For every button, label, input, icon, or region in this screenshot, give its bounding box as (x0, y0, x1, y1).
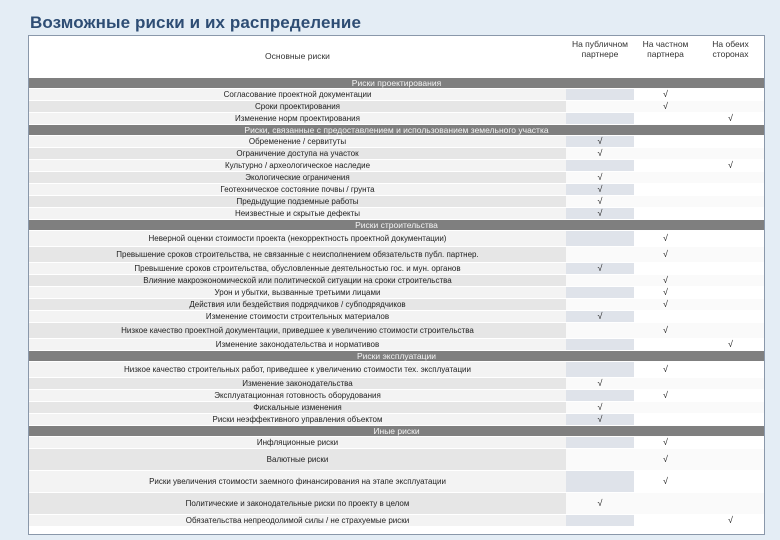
risk-name: Изменение стоимости строительных материалов (29, 311, 566, 323)
both-sides-mark (697, 287, 764, 299)
private-partner-mark (634, 136, 697, 148)
private-partner-mark: √ (634, 101, 697, 113)
table-row (29, 101, 764, 113)
both-sides-mark (697, 263, 764, 275)
public-partner-mark: √ (566, 148, 634, 160)
public-partner-mark (566, 113, 634, 125)
header-risks: Основные риски (29, 36, 566, 78)
both-sides-mark (697, 299, 764, 311)
private-partner-mark: √ (634, 247, 697, 263)
header-public-partner: На публичном партнере (566, 36, 634, 78)
both-sides-mark (697, 184, 764, 196)
private-partner-mark: √ (634, 390, 697, 402)
table-row (29, 362, 764, 378)
private-partner-mark (634, 148, 697, 160)
risk-name: Фискальные изменения (29, 402, 566, 414)
public-partner-mark: √ (566, 311, 634, 323)
risk-name: Культурно / археологическое наследие (29, 160, 566, 172)
private-partner-mark (634, 493, 697, 515)
private-partner-mark (634, 339, 697, 351)
both-sides-mark (697, 449, 764, 471)
risk-name: Изменение законодательства и нормативов (29, 339, 566, 351)
public-partner-mark (566, 160, 634, 172)
both-sides-mark (697, 402, 764, 414)
risk-name: Риски неэффективного управления объектом (29, 414, 566, 426)
both-sides-mark (697, 89, 764, 101)
table-row (29, 471, 764, 493)
table-row (29, 414, 764, 426)
section-title: Иные риски (29, 426, 764, 437)
public-partner-mark: √ (566, 172, 634, 184)
table-row (29, 231, 764, 247)
section-title: Риски строительства (29, 220, 764, 231)
risk-name: Неверной оценки стоимости проекта (некорректность проектной документации) (29, 231, 566, 247)
private-partner-mark: √ (634, 89, 697, 101)
public-partner-mark: √ (566, 378, 634, 390)
risk-name: Обременение / сервитуты (29, 136, 566, 148)
table-row (29, 323, 764, 339)
both-sides-mark (697, 390, 764, 402)
public-partner-mark (566, 275, 634, 287)
private-partner-mark: √ (634, 449, 697, 471)
both-sides-mark (697, 208, 764, 220)
both-sides-mark: √ (697, 160, 764, 172)
both-sides-mark (697, 196, 764, 208)
public-partner-mark (566, 390, 634, 402)
private-partner-mark: √ (634, 362, 697, 378)
risk-name: Изменение норм проектирования (29, 113, 566, 125)
risk-name: Влияние макроэкономической или политической ситуации на сроки строительства (29, 275, 566, 287)
private-partner-mark (634, 378, 697, 390)
table-row (29, 287, 764, 299)
header-both-sides: На обеих сторонах (697, 36, 764, 78)
private-partner-mark (634, 196, 697, 208)
public-partner-mark (566, 323, 634, 339)
private-partner-mark (634, 113, 697, 125)
risk-name: Действия или бездействия подрядчиков / субподрядчиков (29, 299, 566, 311)
risk-name: Валютные риски (29, 449, 566, 471)
risk-name: Согласование проектной документации (29, 89, 566, 101)
table-row (29, 449, 764, 471)
table-header-row (29, 36, 764, 78)
both-sides-mark (697, 275, 764, 287)
section-header (29, 351, 764, 362)
table-row (29, 311, 764, 323)
both-sides-mark (697, 414, 764, 426)
public-partner-mark: √ (566, 184, 634, 196)
both-sides-mark (697, 101, 764, 113)
both-sides-mark: √ (697, 113, 764, 125)
section-title: Риски эксплуатации (29, 351, 764, 362)
both-sides-mark (697, 362, 764, 378)
risk-name: Инфляционные риски (29, 437, 566, 449)
public-partner-mark (566, 247, 634, 263)
private-partner-mark (634, 311, 697, 323)
private-partner-mark: √ (634, 231, 697, 247)
section-header (29, 125, 764, 136)
table-row (29, 402, 764, 414)
private-partner-mark (634, 184, 697, 196)
private-partner-mark (634, 402, 697, 414)
both-sides-mark (697, 247, 764, 263)
table-row (29, 247, 764, 263)
risk-name: Изменение законодательства (29, 378, 566, 390)
risk-name: Предыдущие подземные работы (29, 196, 566, 208)
both-sides-mark (697, 231, 764, 247)
table-row (29, 148, 764, 160)
section-header (29, 220, 764, 231)
table-row (29, 437, 764, 449)
table-row (29, 339, 764, 351)
both-sides-mark (697, 136, 764, 148)
table-row (29, 160, 764, 172)
public-partner-mark (566, 89, 634, 101)
public-partner-mark (566, 449, 634, 471)
table-row (29, 136, 764, 148)
risk-name: Геотехническое состояние почвы / грунта (29, 184, 566, 196)
both-sides-mark (697, 323, 764, 339)
both-sides-mark (697, 437, 764, 449)
risk-name: Риски увеличения стоимости заемного финансирования на этапе эксплуатации (29, 471, 566, 493)
private-partner-mark (634, 263, 697, 275)
both-sides-mark (697, 378, 764, 390)
public-partner-mark: √ (566, 208, 634, 220)
table-row (29, 299, 764, 311)
private-partner-mark (634, 208, 697, 220)
section-header (29, 78, 764, 89)
private-partner-mark: √ (634, 275, 697, 287)
private-partner-mark (634, 414, 697, 426)
private-partner-mark: √ (634, 287, 697, 299)
public-partner-mark: √ (566, 402, 634, 414)
risk-allocation-table (28, 35, 765, 535)
public-partner-mark: √ (566, 414, 634, 426)
risk-name: Обязательства непреодолимой силы / не страхуемые риски (29, 515, 566, 527)
risk-table (29, 36, 764, 527)
public-partner-mark (566, 471, 634, 493)
private-partner-mark: √ (634, 299, 697, 311)
section-header (29, 426, 764, 437)
table-row (29, 113, 764, 125)
public-partner-mark: √ (566, 263, 634, 275)
risk-name: Ограничение доступа на участок (29, 148, 566, 160)
risk-name: Низкое качество строительных работ, приведшее к увеличению стоимости тех. эксплуатации (29, 362, 566, 378)
public-partner-mark (566, 515, 634, 527)
private-partner-mark: √ (634, 323, 697, 339)
private-partner-mark: √ (634, 471, 697, 493)
both-sides-mark (697, 148, 764, 160)
header-private-partner: На частном партнера (634, 36, 697, 78)
public-partner-mark (566, 101, 634, 113)
risk-name: Сроки проектирования (29, 101, 566, 113)
both-sides-mark (697, 471, 764, 493)
both-sides-mark: √ (697, 339, 764, 351)
table-row (29, 515, 764, 527)
risk-name: Экологические ограничения (29, 172, 566, 184)
risk-name: Превышение сроков строительства, не связанные с неисполнением обязательств публ. партнер. (29, 247, 566, 263)
section-title: Риски, связанные с предоставлением и использованием земельного участка (29, 125, 764, 136)
table-row (29, 390, 764, 402)
public-partner-mark (566, 362, 634, 378)
public-partner-mark (566, 437, 634, 449)
table-row (29, 172, 764, 184)
private-partner-mark (634, 160, 697, 172)
table-row (29, 184, 764, 196)
public-partner-mark (566, 339, 634, 351)
risk-name: Неизвестные и скрытые дефекты (29, 208, 566, 220)
public-partner-mark (566, 287, 634, 299)
table-row (29, 378, 764, 390)
public-partner-mark: √ (566, 136, 634, 148)
private-partner-mark (634, 172, 697, 184)
both-sides-mark (697, 311, 764, 323)
public-partner-mark: √ (566, 493, 634, 515)
risk-name: Эксплуатационная готовность оборудования (29, 390, 566, 402)
risk-name: Урон и убытки, вызванные третьими лицами (29, 287, 566, 299)
public-partner-mark (566, 299, 634, 311)
table-row (29, 89, 764, 101)
table-row (29, 263, 764, 275)
risk-name: Превышение сроков строительства, обусловленные деятельностью гос. и мун. органов (29, 263, 566, 275)
risk-name: Низкое качество проектной документации, приведшее к увеличению стоимости строительства (29, 323, 566, 339)
risk-name: Политические и законодательные риски по проекту в целом (29, 493, 566, 515)
section-title: Риски проектирования (29, 78, 764, 89)
table-row (29, 208, 764, 220)
public-partner-mark (566, 231, 634, 247)
table-row (29, 196, 764, 208)
both-sides-mark: √ (697, 515, 764, 527)
private-partner-mark (634, 515, 697, 527)
page-title: Возможные риски и их распределение (30, 13, 362, 32)
private-partner-mark: √ (634, 437, 697, 449)
both-sides-mark (697, 493, 764, 515)
table-row (29, 493, 764, 515)
both-sides-mark (697, 172, 764, 184)
table-row (29, 275, 764, 287)
public-partner-mark: √ (566, 196, 634, 208)
